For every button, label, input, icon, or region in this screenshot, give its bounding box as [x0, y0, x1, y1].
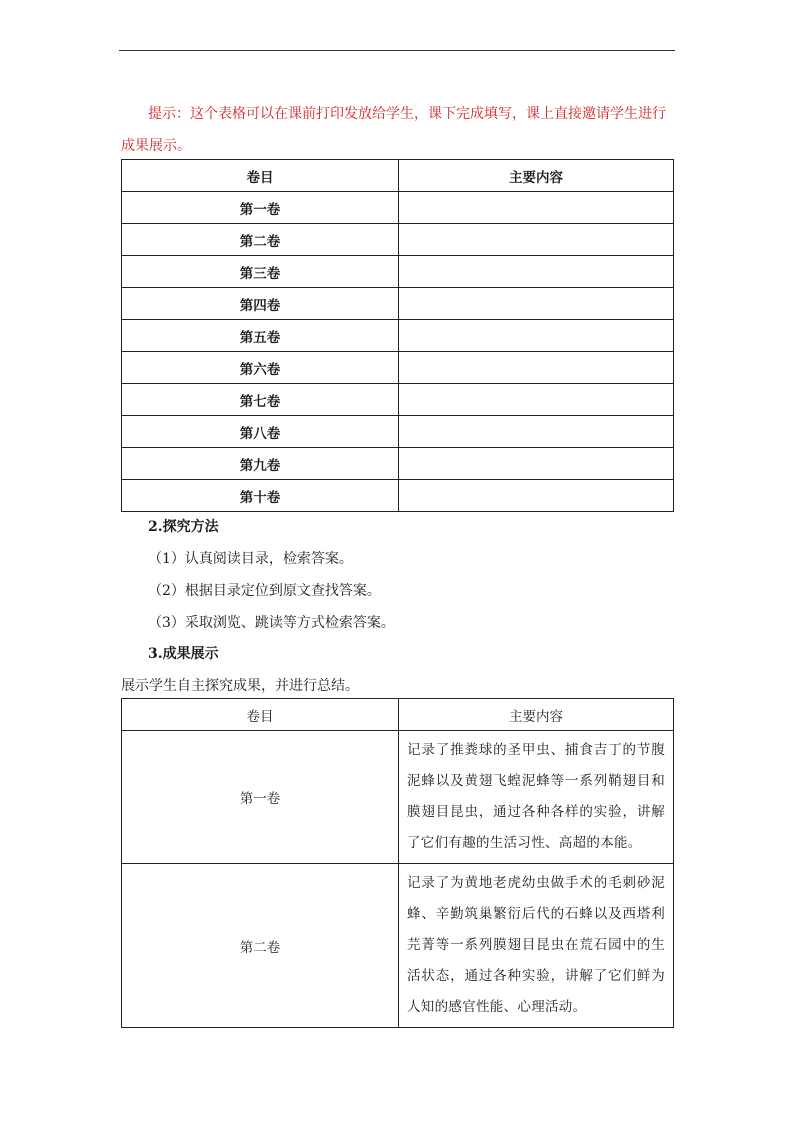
content-cell-empty [399, 352, 674, 384]
table-row [122, 288, 674, 320]
section3-intro: 展示学生自主探究成果，并进行总结。 [121, 678, 359, 694]
content-cell-empty [399, 288, 674, 320]
volume-cell: 第三卷 [122, 256, 399, 288]
content-cell-empty [399, 192, 674, 224]
volume-cell: 第二卷 [122, 224, 399, 256]
content-cell-empty [399, 256, 674, 288]
volume-cell: 第八卷 [122, 416, 399, 448]
volume-cell: 第九卷 [122, 448, 399, 480]
header-volume: 卷目 [122, 160, 399, 192]
table-row [122, 480, 674, 512]
content-cell: 记录了为黄地老虎幼虫做手术的毛刺砂泥蜂、辛勤筑巢繁衍后代的石蜂以及西塔利芫菁等一系列膜翅目昆虫在荒石园中的生活状态，通过各种实验，讲解了它们鲜为人知的感官性能、心理活动。 [399, 864, 674, 1028]
content-cell-empty [399, 448, 674, 480]
volume-cell: 第六卷 [122, 352, 399, 384]
volume-cell: 第一卷 [122, 731, 399, 864]
table-row [122, 384, 674, 416]
method-item: （2）根据目录定位到原文查找答案。 [148, 583, 381, 599]
content-cell: 记录了推粪球的圣甲虫、捕食吉丁的节腹泥蜂以及黄翅飞蝗泥蜂等一系列鞘翅目和膜翅目昆虫，通过各种各样的实验，讲解了它们有趣的生活习性、高超的本能。 [399, 731, 674, 864]
content-cell-empty [399, 384, 674, 416]
table-header-row [122, 699, 674, 731]
volume-cell: 第五卷 [122, 320, 399, 352]
table-header-row [122, 160, 674, 192]
method-item: （1）认真阅读目录，检索答案。 [148, 551, 353, 567]
volume-cell: 第四卷 [122, 288, 399, 320]
volume-cell: 第二卷 [122, 864, 399, 1028]
table-row [122, 416, 674, 448]
content-cell-empty [399, 416, 674, 448]
header-content: 主要内容 [399, 699, 674, 731]
table-row [122, 224, 674, 256]
table-row [122, 192, 674, 224]
header-rule [119, 50, 675, 51]
volume-cell: 第十卷 [122, 480, 399, 512]
section3-heading: 3.成果展示 [148, 646, 219, 662]
content-cell-empty [399, 320, 674, 352]
content-cell-empty [399, 224, 674, 256]
header-content: 主要内容 [399, 160, 674, 192]
volume-cell: 第七卷 [122, 384, 399, 416]
results-table [121, 698, 674, 1028]
table-row [122, 448, 674, 480]
table-row [122, 731, 674, 864]
header-volume: 卷目 [122, 699, 399, 731]
table-row [122, 320, 674, 352]
table-row [122, 864, 674, 1028]
section2-heading: 2.探究方法 [148, 519, 219, 535]
worksheet-table [121, 159, 674, 512]
method-item: （3）采取浏览、跳读等方式检索答案。 [148, 615, 395, 631]
table-row [122, 256, 674, 288]
volume-cell: 第一卷 [122, 192, 399, 224]
table-row [122, 352, 674, 384]
tip-text: 提示：这个表格可以在课前打印发放给学生，课下完成填写，课上直接邀请学生进行成果展示。 [121, 106, 666, 154]
content-cell-empty [399, 480, 674, 512]
